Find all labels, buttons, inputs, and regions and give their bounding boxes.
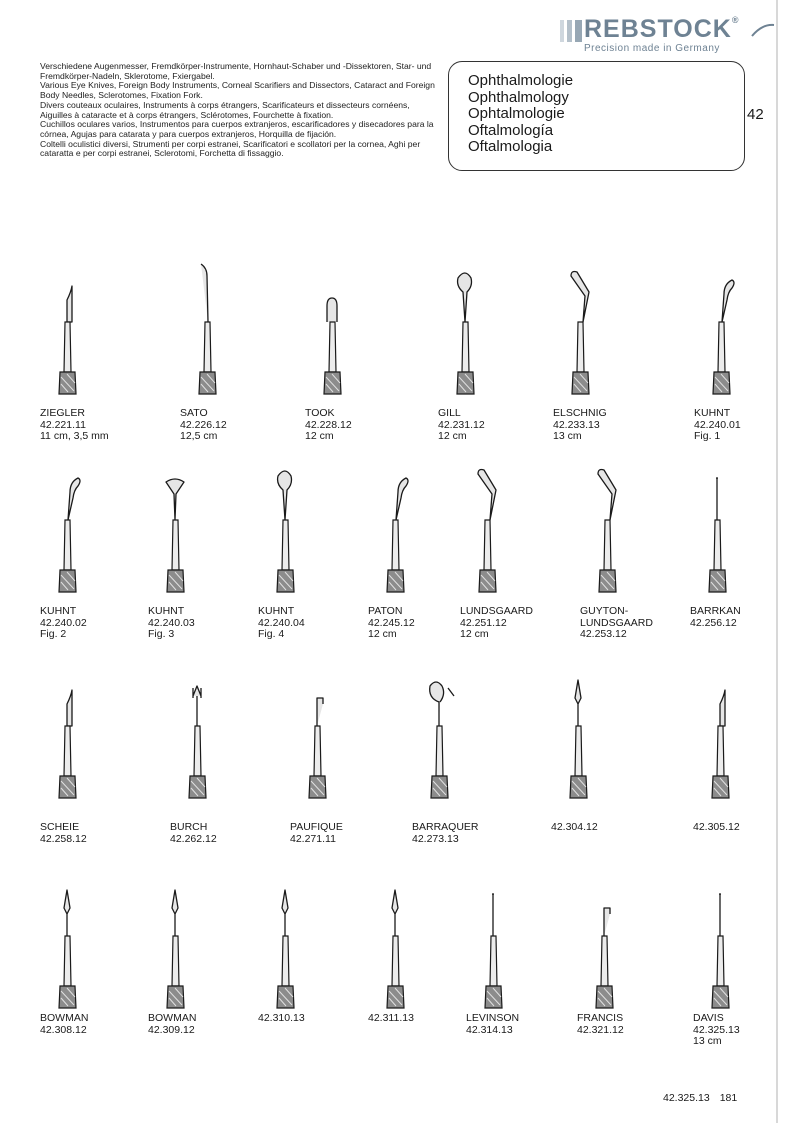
instrument-caption bbox=[170, 822, 217, 845]
instrument-name: 42.311.13 bbox=[368, 1012, 414, 1024]
instrument-tip-fan bbox=[166, 479, 184, 520]
instrument-name: 42.310.13 bbox=[258, 1012, 305, 1024]
instrument-illustration bbox=[40, 236, 158, 396]
category-it: Oftalmologia bbox=[468, 138, 553, 155]
instrument-name: BARRAQUER bbox=[412, 821, 479, 833]
instrument-tip-curved-gouge bbox=[396, 478, 408, 520]
instrument-name: KUHNT bbox=[148, 605, 185, 617]
instrument-illustration bbox=[690, 434, 793, 594]
instrument-shaft bbox=[392, 520, 399, 570]
description-de: Verschiedene Augenmesser, Fremdkörper-Instrumente, Hornhaut-Schaber und -Dissektoren, Star- und Fremdkörper-Nadeln, Sklerotome, Fxiergabel. bbox=[40, 61, 432, 81]
instrument-detail: 13 cm bbox=[553, 430, 582, 442]
instrument-item bbox=[40, 850, 158, 1040]
instrument-detail: 12,5 cm bbox=[180, 430, 218, 442]
instrument-shaft bbox=[717, 726, 724, 776]
instrument-tip-thin-hook bbox=[201, 264, 208, 322]
brand-name: REBSTOCK bbox=[584, 15, 732, 43]
instrument-tip-slot bbox=[327, 298, 337, 322]
instrument-name: FRANCIS bbox=[577, 1012, 624, 1024]
instrument-name: BOWMAN bbox=[148, 1012, 197, 1024]
instrument-illustration bbox=[577, 850, 695, 1010]
instrument-illustration bbox=[693, 640, 793, 800]
instrument-name: KUHNT bbox=[694, 407, 731, 419]
instrument-caption bbox=[693, 822, 740, 834]
instrument-tip-short-hook bbox=[604, 908, 610, 936]
instrument-item bbox=[170, 640, 288, 845]
instrument-item bbox=[180, 236, 298, 442]
instrument-name: PAUFIQUE bbox=[290, 821, 343, 833]
instrument-illustration bbox=[290, 640, 408, 800]
category-es: Oftalmología bbox=[468, 121, 554, 139]
instrument-item bbox=[148, 850, 266, 1040]
instrument-shaft bbox=[64, 726, 71, 776]
instrument-name: PATON bbox=[368, 605, 403, 617]
instrument-shaft bbox=[204, 322, 211, 372]
instrument-illustration bbox=[258, 434, 376, 594]
instrument-detail: 13 cm bbox=[693, 1035, 722, 1047]
instrument-detail: Fig. 3 bbox=[148, 628, 175, 640]
instrument-name: KUHNT bbox=[258, 605, 295, 617]
instrument-detail: 11 cm, 3,5 mm bbox=[40, 430, 109, 442]
instrument-detail: 42.262.12 bbox=[170, 832, 217, 845]
instrument-item bbox=[258, 850, 376, 1040]
instrument-tip-spoon bbox=[278, 471, 292, 520]
instrument-detail: LUNDSGAARD bbox=[580, 616, 653, 629]
instrument-shaft bbox=[64, 322, 71, 372]
instrument-item bbox=[412, 640, 530, 845]
instrument-tip-lance bbox=[392, 890, 398, 936]
brand-swoosh-icon bbox=[750, 22, 776, 38]
instrument-detail: 42.309.12 bbox=[148, 1023, 195, 1036]
instrument-tip-needle bbox=[716, 478, 718, 520]
instrument-detail: Fig. 4 bbox=[258, 628, 285, 640]
instrument-illustration bbox=[551, 640, 669, 800]
instrument-name: GUYTON- bbox=[580, 605, 629, 617]
instrument-shaft bbox=[172, 520, 179, 570]
instrument-shaft bbox=[714, 520, 721, 570]
instrument-tip-curved-gouge bbox=[722, 280, 734, 322]
instrument-shaft bbox=[601, 936, 608, 986]
instrument-item bbox=[438, 236, 556, 442]
brand-bar-icon bbox=[560, 20, 582, 42]
instrument-detail: 42.233.13 bbox=[553, 418, 600, 431]
instrument-item bbox=[258, 434, 376, 640]
instrument-item bbox=[460, 434, 578, 640]
instrument-detail: Fig. 1 bbox=[694, 430, 721, 442]
instrument-shaft bbox=[64, 936, 71, 986]
instrument-detail: 42.251.12 bbox=[460, 616, 507, 629]
instrument-shaft bbox=[718, 322, 725, 372]
instrument-item bbox=[305, 236, 423, 442]
instrument-caption bbox=[580, 606, 653, 641]
instrument-item bbox=[690, 434, 793, 629]
instrument-shaft bbox=[575, 726, 582, 776]
instrument-tip-angled-blade bbox=[598, 470, 616, 521]
instrument-caption bbox=[148, 606, 195, 641]
instrument-shaft bbox=[314, 726, 321, 776]
instrument-illustration bbox=[40, 850, 158, 1010]
instrument-illustration bbox=[553, 236, 671, 396]
instrument-shaft bbox=[329, 322, 336, 372]
instrument-tip-short-hook bbox=[317, 698, 323, 726]
instrument-caption bbox=[551, 822, 598, 834]
instrument-shaft bbox=[490, 936, 497, 986]
instrument-shaft bbox=[462, 322, 469, 372]
description-it: Coltelli oculistici diversi, Strumenti per corpi estranei, Scarificatori e scollatori per la cornea, Aghi per cataratta e per corpi estranei, Sclerotomi, Forchetta di fissaggio. bbox=[40, 138, 421, 159]
instrument-tip-lance bbox=[64, 890, 70, 936]
instrument-illustration bbox=[466, 850, 584, 1010]
instrument-detail: 42.258.12 bbox=[40, 832, 87, 845]
instrument-item bbox=[40, 236, 158, 442]
footer-reference: 42.325.13 bbox=[663, 1092, 710, 1104]
instrument-shaft bbox=[194, 726, 201, 776]
description-fr: Divers couteaux oculaires, Instruments à corps étrangers, Scarificateurs et dissecteurs cornéens, Aiguilles à cataracte et à corps étrangers, Sclérotomes, Fourchette à fixation. bbox=[40, 99, 410, 120]
instrument-detail: 42.228.12 bbox=[305, 418, 352, 431]
instrument-illustration bbox=[258, 850, 376, 1010]
instrument-illustration bbox=[180, 236, 298, 396]
instrument-detail: 12 cm bbox=[460, 628, 489, 640]
instrument-item bbox=[577, 850, 695, 1040]
instrument-detail: 42.314.13 bbox=[466, 1023, 513, 1036]
category-fr: Ophtalmologie bbox=[468, 105, 565, 122]
instrument-caption bbox=[290, 822, 343, 845]
instrument-shaft bbox=[484, 520, 491, 570]
instrument-caption bbox=[258, 1013, 305, 1025]
instrument-tip-loop bbox=[430, 682, 454, 726]
instrument-illustration bbox=[412, 640, 530, 800]
instrument-caption bbox=[577, 1013, 624, 1036]
instrument-illustration bbox=[580, 434, 698, 594]
instrument-name: TOOK bbox=[305, 407, 335, 419]
instrument-name: SCHEIE bbox=[40, 821, 80, 833]
description-es: Cuchillos oculares varios, Instrumentos para cuerpos extranjeros, escarificadores y disecadores para la córnea, Agujas para catarata y para cuerpos extranjeros, Horquilla de fijación. bbox=[40, 119, 434, 139]
instrument-name: SATO bbox=[180, 407, 208, 419]
instrument-caption bbox=[258, 606, 305, 641]
instrument-illustration bbox=[438, 236, 556, 396]
instrument-caption bbox=[693, 1013, 740, 1048]
instrument-detail: 12 cm bbox=[438, 430, 467, 442]
category-box bbox=[448, 61, 745, 171]
instrument-detail: 42.240.02 bbox=[40, 616, 87, 629]
instrument-illustration bbox=[40, 640, 158, 800]
instrument-tip-knife-small bbox=[67, 286, 72, 322]
instrument-item bbox=[580, 434, 698, 640]
instrument-detail: 42.226.12 bbox=[180, 418, 227, 431]
instrument-caption bbox=[460, 606, 533, 641]
instrument-tip-lance bbox=[172, 890, 178, 936]
instrument-name: LEVINSON bbox=[466, 1012, 520, 1024]
instrument-item bbox=[290, 640, 408, 845]
instrument-name: ELSCHNIG bbox=[553, 407, 607, 419]
instrument-caption bbox=[412, 822, 479, 845]
instrument-tip-knife-small bbox=[720, 690, 725, 726]
instrument-tip-angled-blade bbox=[478, 470, 496, 521]
instrument-caption bbox=[148, 1013, 196, 1036]
instrument-detail: 42.245.12 bbox=[368, 616, 415, 629]
instrument-item bbox=[693, 640, 793, 833]
instrument-name: KUHNT bbox=[40, 605, 77, 617]
instrument-tip-angled-blade bbox=[571, 272, 589, 323]
instrument-detail: 42.240.03 bbox=[148, 616, 195, 629]
instrument-caption bbox=[40, 1013, 88, 1036]
instrument-tip-curved-gouge bbox=[68, 478, 80, 520]
instrument-detail: 42.221.11 bbox=[40, 418, 86, 431]
instrument-detail: 42.321.12 bbox=[577, 1023, 624, 1036]
instrument-name: 42.304.12 bbox=[551, 821, 598, 833]
category-de: Ophthalmologie bbox=[468, 72, 574, 89]
category-en: Ophthalmology bbox=[468, 88, 569, 106]
instrument-illustration bbox=[170, 640, 288, 800]
instrument-detail: 42.256.12 bbox=[690, 616, 737, 629]
instrument-item bbox=[551, 640, 669, 833]
instrument-illustration bbox=[694, 236, 793, 396]
instrument-shaft bbox=[64, 520, 71, 570]
instrument-name: ZIEGLER bbox=[40, 407, 85, 419]
instrument-shaft bbox=[172, 936, 179, 986]
instrument-caption bbox=[40, 822, 87, 845]
instrument-shaft bbox=[717, 936, 724, 986]
instrument-shaft bbox=[436, 726, 443, 776]
instrument-illustration bbox=[460, 434, 578, 594]
instrument-tip-lance bbox=[282, 890, 288, 936]
instrument-name: BURCH bbox=[170, 821, 208, 833]
instrument-illustration bbox=[40, 434, 158, 594]
instrument-name: BARRKAN bbox=[690, 605, 741, 617]
instrument-caption bbox=[368, 606, 415, 641]
page-number: 181 bbox=[719, 1092, 738, 1104]
instrument-name: 42.305.12 bbox=[693, 821, 740, 833]
instrument-tip-needle bbox=[492, 894, 494, 936]
instrument-tip-knife-small bbox=[67, 690, 72, 726]
instrument-shaft bbox=[577, 322, 584, 372]
instrument-tip-lance bbox=[575, 680, 581, 726]
instrument-item bbox=[694, 236, 793, 442]
instrument-item bbox=[466, 850, 584, 1040]
instrument-shaft bbox=[392, 936, 399, 986]
instrument-illustration bbox=[693, 850, 793, 1010]
instrument-name: DAVIS bbox=[693, 1012, 724, 1024]
instrument-item bbox=[148, 434, 266, 640]
instrument-caption bbox=[466, 1013, 519, 1036]
chapter-number: 42 bbox=[747, 106, 764, 123]
instrument-caption bbox=[40, 606, 87, 641]
instrument-item bbox=[693, 850, 793, 1047]
instrument-shaft bbox=[282, 520, 289, 570]
instrument-detail: 12 cm bbox=[305, 430, 334, 442]
instrument-item bbox=[553, 236, 671, 442]
brand-registered-mark: ® bbox=[731, 15, 740, 25]
instrument-caption bbox=[368, 1013, 414, 1025]
instrument-detail: 42.240.04 bbox=[258, 616, 305, 629]
instrument-name: BOWMAN bbox=[40, 1012, 89, 1024]
instrument-tip-fork bbox=[193, 686, 201, 726]
instrument-detail: 42.240.01 bbox=[694, 418, 741, 431]
instrument-detail: Fig. 2 bbox=[40, 628, 67, 640]
instrument-detail: 42.273.13 bbox=[412, 832, 459, 845]
instrument-tip-spoon bbox=[458, 273, 472, 322]
instrument-detail: 42.271.11 bbox=[290, 832, 336, 845]
instrument-detail: 12 cm bbox=[368, 628, 397, 640]
instrument-item bbox=[40, 434, 158, 640]
brand-tagline: Precision made in Germany bbox=[584, 43, 720, 54]
instrument-name: LUNDSGAARD bbox=[460, 605, 533, 617]
page-footer bbox=[663, 1092, 747, 1104]
instrument-illustration bbox=[148, 850, 266, 1010]
instrument-detail: 42.325.13 bbox=[693, 1023, 740, 1036]
instrument-name: GILL bbox=[438, 407, 461, 419]
description-en: Various Eye Knives, Foreign Body Instruments, Corneal Scarifiers and Dissectors, Cataract and Foreign Body Needles, Sclerotomes, Fixation Fork. bbox=[40, 80, 435, 101]
instrument-detail: 42.231.12 bbox=[438, 418, 485, 431]
description-block bbox=[40, 62, 440, 159]
instrument-item bbox=[40, 640, 158, 845]
instrument-illustration bbox=[305, 236, 423, 396]
instrument-caption bbox=[690, 606, 741, 629]
instrument-shaft bbox=[282, 936, 289, 986]
instrument-detail: 42.253.12 bbox=[580, 628, 627, 640]
instrument-detail: 42.308.12 bbox=[40, 1023, 87, 1036]
brand-logo bbox=[560, 14, 770, 58]
instrument-illustration bbox=[148, 434, 266, 594]
instrument-shaft bbox=[604, 520, 611, 570]
instrument-tip-needle bbox=[719, 894, 721, 936]
